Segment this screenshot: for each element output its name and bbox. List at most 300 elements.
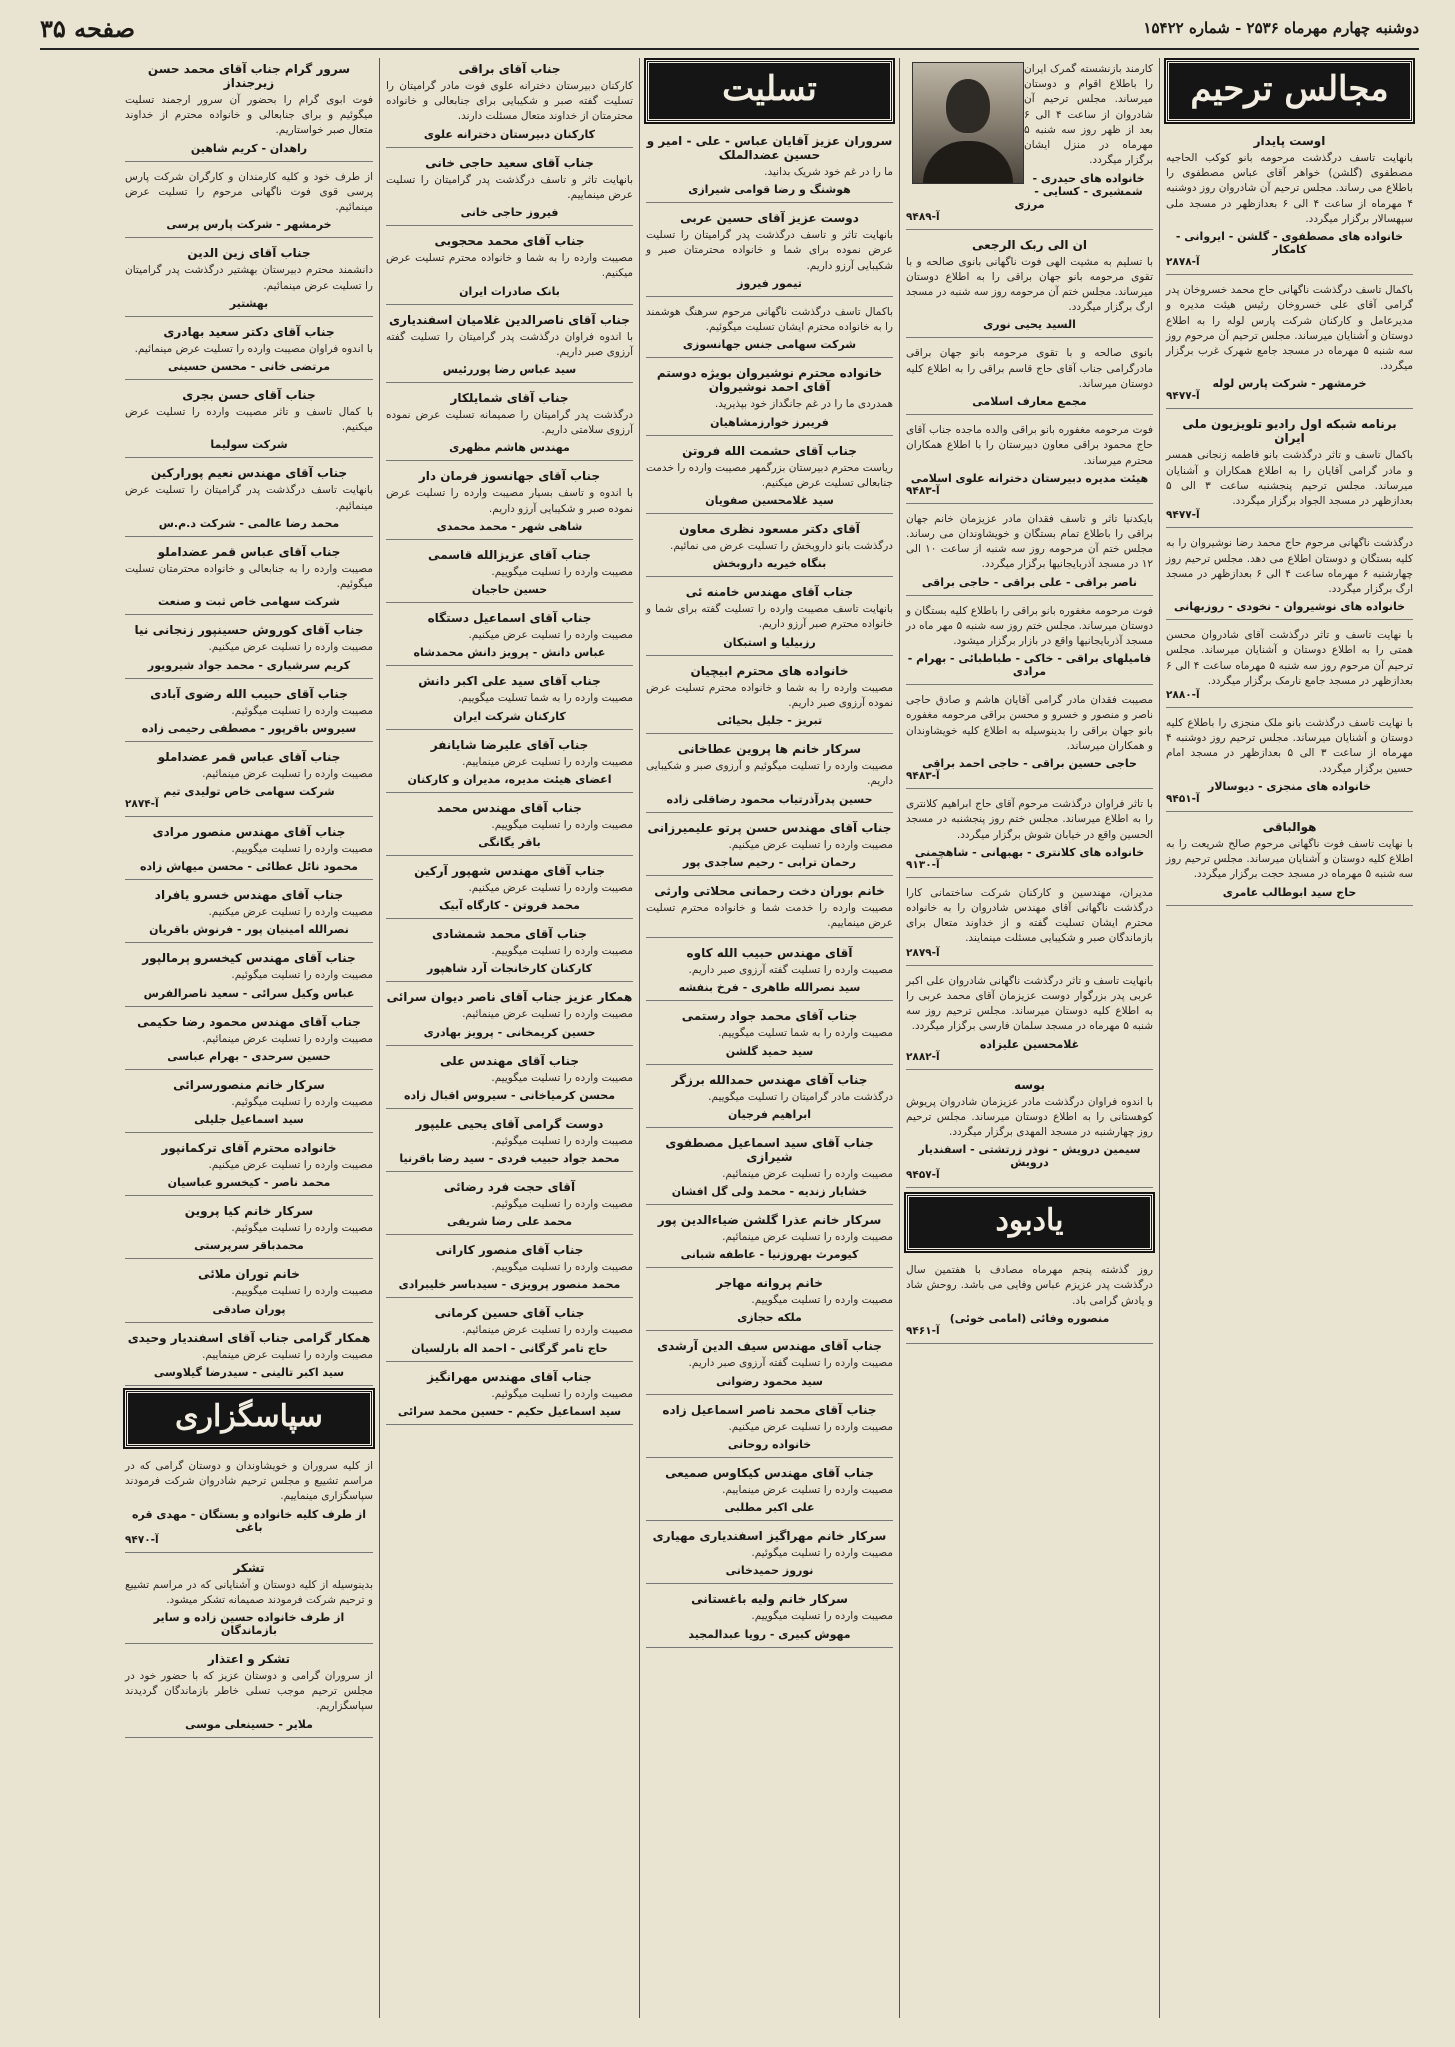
notice-signature: خرمشهر - شرکت پارس لوله	[1212, 377, 1367, 391]
notice-title: آقای دکتر مسعود نظری معاون	[679, 521, 860, 536]
notice	[125, 947, 373, 1006]
notice-title: تشکر و اعتذار	[207, 1652, 291, 1666]
notice-body: مصیبت وارده را تسلیت میگوییم.	[491, 818, 633, 831]
notice	[386, 1239, 633, 1298]
notice-body: مصیبت وارده را تسلیت عرض مینمائیم.	[202, 767, 373, 780]
notice-body: مصیبت وارده را تسلیت گفته آرزوی صبر داریم.	[688, 964, 893, 977]
notice	[125, 619, 373, 678]
notice-signature: سید اکبر تالینی - سیدرضا گیلاوسی	[153, 1365, 345, 1379]
portrait-photo	[912, 62, 1024, 184]
notice-signature: محمد رضا عالمی - شرکت د.م.س	[158, 516, 340, 530]
notice-signature: سیمین درویش - نوذر زرتشتی - اسفندیار درویش	[918, 1143, 1141, 1170]
notice-body: مصیبت وارده را به شما تسلیت میگوییم.	[718, 1027, 893, 1040]
notice-title: جناب آقای کوروش حسینپور زنجانی نیا	[134, 623, 364, 638]
notice-signature: حاجی حسین براقی - حاجی احمد براقی	[922, 757, 1137, 771]
notice	[1166, 130, 1413, 275]
notice-body: مصیبت وارده را به جنابعالی و خانواده محترمتان تسلیت میگوئیم.	[125, 562, 373, 591]
notice	[125, 462, 373, 536]
notice-body: باکمال تاسف درگذشت ناگهانی مرحوم سرهنگ هوشمند را به خانواده محترم ایشان تسلیت میگوئیم.	[646, 305, 893, 334]
notice	[386, 544, 633, 603]
notice-body: با نهایت تاسف فوت ناگهانی مرحوم صالح شریعت را به اطلاع کلیه دوستان و آشنایان میرساند. مجلس ترحیم روز سه شنبه ۵ مهرماه در مسجد حجت برگزار میگردد.	[1166, 837, 1413, 881]
column-4	[379, 58, 639, 2018]
notice-body: فوت مرحومه مغفوره بانو براقی را باطلاع کلیه بستگان و دوستان میرساند. مجلس ختم روز سه شنبه ۵ مهر ماه در مسجد آذربایجانیها واقع در بازار برگزار میشود.	[906, 604, 1154, 648]
notice-code: آ-۹۴۷۷	[1166, 509, 1200, 522]
notice-body: مصیبت وارده را تسلیت گفته آرزوی صبر داریم.	[688, 1357, 893, 1370]
notice-body: روز گذشته پنجم مهرماه مصادف با هفتمین سال درگذشت پدر عزیزم عباس وفایی می باشد. روحش شاد و یادش گرامی باد.	[906, 1264, 1153, 1307]
notice-body: همدردی ما را در غم جانگداز خود بپذیرید.	[714, 398, 893, 411]
notice-title: جناب آقای جهانسوز فرمان دار	[418, 469, 601, 484]
column-3	[639, 58, 899, 2018]
notice-signature: سید اسماعیل حکیم - حسین محمد سرائی	[397, 1404, 622, 1418]
notice-body: درگذشت مادر گرامیتان را تسلیت میگوییم.	[708, 1090, 893, 1103]
notice-signature: سید اسماعیل جلیلی	[194, 1113, 304, 1127]
notice	[906, 970, 1153, 1070]
notice-title: جناب آقای منصور کارانی	[435, 1243, 584, 1258]
notice-code: آ-۹۴۷۷	[1166, 390, 1200, 403]
notice	[906, 234, 1153, 339]
notice	[386, 986, 633, 1045]
notice-signature: خانواده های حیدری - شمشیری - کسایی - مرزی	[1014, 171, 1145, 211]
notice-signature: خشایار زندیه - محمد ولی گل افشان	[671, 1185, 868, 1199]
notice	[1166, 816, 1413, 906]
notice-title: آقای مهندس حبیب الله کاوه	[686, 946, 853, 961]
notice-title: جناب آقای ناصرالدین غلامیان اسفندیاری	[389, 312, 630, 327]
notice-code: آ-۹۴۷۰	[125, 1533, 159, 1546]
notice-signature: محسن کرمیاخانی - سیروس اقبال زاده	[403, 1088, 616, 1102]
notice	[646, 660, 893, 734]
notice-body: با اندوه فراوان مصیبت وارده را تسلیت عرض مینمائیم.	[134, 342, 373, 355]
notice-signature: پوران صادقی	[212, 1302, 286, 1316]
notice-signature: فریبرز خوارزمشاهیان	[710, 415, 829, 429]
notice-signature: ابراهیم فرجیان	[727, 1107, 812, 1121]
notice-signature: فامیلهای براقی - خاکی - طباطبائی - بهرام - مرادی	[907, 652, 1152, 679]
notice-title: جناب آقای سعید حاجی خانی	[425, 155, 594, 170]
notice	[386, 1113, 633, 1172]
notice-title: سرکار خانم کیا پروین	[184, 1204, 314, 1219]
notice	[646, 301, 893, 358]
notice-body: مصیبت وارده را تسلیت میگوئیم و آرزوی صبر و شکیبایی داریم.	[646, 760, 893, 788]
notice-signature: شرکت سهامی جنس جهانسوزی	[682, 338, 857, 352]
notice	[1166, 532, 1413, 620]
notice-title: جناب آقای عباس قمر عضداملو	[157, 544, 341, 559]
notice-signature: خانواده های کلانتری - بهبهانی - شاهچمنی	[914, 845, 1145, 859]
notice	[125, 166, 373, 239]
notice-body: مصیبت وارده را تسلیت میگوئیم.	[491, 1134, 633, 1147]
notice-body: مصیبت وارده را تسلیت عرض میکنیم.	[208, 1159, 373, 1172]
notice-body: با نهایت تاسف و تاثر درگذشت آقای شادروان محسن همتی را به اطلاع دوستان و آشنایان میرساند. مجلس ترحیم آن مرحوم روز سه شنبه ۵ مهرماه ساعت ۴ الی ۶ بعدازظهر در مسجد جامع نارمک برگزار میگردد.	[1166, 629, 1413, 687]
issue-line: دوشنبه چهارم مهرماه ۲۵۳۶ - شماره ۱۵۴۲۲	[1143, 19, 1419, 37]
notice-body: مصیبت وارده را تسلیت عرض مینمائیم.	[722, 1231, 893, 1244]
notice-body: مصیبت وارده را تسلیت عرض میکنیم.	[208, 906, 373, 919]
notice-body: بایکدنیا تاثر و تاسف فقدان مادر عزیزمان خانم جهان براقی را باطلاع تمام بستگان و خویشاوندان می رساند. مجلس ختم آن مرحومه روز سه شنبه از ساعت ۱۰ الی ۱۲ در مسجد آذربایجانیها برگزار میگردد.	[906, 512, 1153, 571]
notice-body: درگذشت پدر گرامیتان را صمیمانه تسلیت عرض نموده آرزوی سلامتی داریم.	[386, 408, 633, 437]
notice-signature: محمد منصور پرویزی - سیدباسر خلیبرادی	[398, 1278, 621, 1292]
notice	[906, 793, 1153, 878]
notice-signature: حسین کریمخانی - پرویز بهادری	[423, 1025, 596, 1039]
notice	[646, 738, 893, 812]
notice-signature: بنگاه خیریه داروبخش	[712, 557, 827, 571]
notice-body: مصیبت وارده را تسلیت عرض مینمائیم.	[722, 1167, 893, 1180]
notice-signature: مهندس هاشم مظهری	[449, 441, 570, 455]
notice-title: جناب آقای محمد جواد رستمی	[681, 1009, 858, 1024]
notice	[646, 362, 893, 435]
notice-title: جناب آقای مهندس سیف الدین آرشدی	[657, 1339, 882, 1354]
notice	[386, 309, 633, 383]
notice-body: فوت مرحومه مغفوره بانو براقی والده ماجده جناب آقای حاج محمود براقی معاون دبیرستان را با اطلاع همکاران محترم میرساند.	[906, 424, 1153, 467]
notice	[646, 1005, 893, 1064]
notice	[125, 58, 373, 162]
notice-body: مصیبت وارده را تسلیت عرض مینمائیم.	[462, 1008, 633, 1021]
notice-signature: خرمشهر - شرکت پارس پرسی	[166, 218, 332, 232]
notice	[646, 1069, 893, 1128]
notice-signature: نوروز حمیدخانی	[725, 1564, 814, 1578]
notice-title: جناب آقای محمد محجوبی	[434, 234, 585, 249]
notice-title: سرکار خانم ها پروین عطاخانی	[677, 742, 862, 757]
notice	[125, 321, 373, 380]
notice-signature: حاج سید ابوطالب عامری	[1222, 885, 1357, 899]
notice-title: جناب آقای مهندس حمدالله برزگر	[671, 1072, 868, 1087]
notice-body: بانهایت تاسف و تاثر درگذشت ناگهانی شادروان علی اکبر عربی پدر بزرگوار دوست عزیزمان آقای محمد عربی را به اطلاع کلیه دوستان میرساند. مجلس ترحیم روز سه شنبه ۵ مهرماه در مسجد سلمان فارسی برگزار میگردد.	[906, 974, 1153, 1033]
notice-title: جناب آقای حبیب الله رضوی آبادی	[150, 686, 348, 701]
notice-signature: عباس دانش - پرویز دانش محمدشاه	[413, 646, 606, 660]
notice	[386, 1050, 633, 1109]
notice-signature: نصرالله امینیان پور - فرنوش باقریان	[149, 923, 349, 937]
notice-body: مصیبت وارده را تسلیت عرض میکنیم.	[468, 629, 633, 642]
notice-code: آ-۹۴۶۱	[906, 1324, 940, 1337]
notice-title: جناب آقای مهندس علی	[439, 1053, 580, 1068]
notice	[386, 230, 633, 304]
notice-signature: کیومرث بهروزنیا - عاطفه شبانی	[680, 1248, 859, 1262]
notice-title: آقای حجت فرد رضائی	[443, 1180, 576, 1195]
notice	[646, 130, 893, 203]
notice-title: دوست عزیز آقای حسین عربی	[680, 211, 859, 226]
notice-signature: تیمور فیروز	[737, 276, 802, 290]
notice-title: خانم توران ملائی	[198, 1267, 300, 1282]
notice-body: بانوی صالحه و با تقوی مرحومه بانو جهان براقی مادرگرامی جناب آقای حاج قاسم براقی را به اطلاع کلیه دوستان میرساند.	[906, 347, 1153, 390]
notice-signature: کارکنان دبیرستان دخترانه علوی	[423, 127, 596, 141]
notice-signature: خانواده های مصطفوی - گلشن - ایروانی - کامکار	[1175, 230, 1404, 257]
notice-title: جناب آقای دکتر سعید بهادری	[163, 324, 335, 339]
notice-code: آ-۲۸۷۹	[906, 946, 940, 959]
notice-title: هوالباقی	[1262, 819, 1317, 834]
notice-code: آ-۲۸۷۴	[125, 797, 159, 810]
notice-body: ریاست محترم دبیرستان بزرگمهر مصیبت وارده را خدمت جنابعالی تسلیت عرض میکنیم.	[646, 461, 893, 489]
notice-signature: حسین حاجیان	[471, 583, 548, 597]
notice-signature: خانواده روحانی	[727, 1437, 812, 1451]
notice	[386, 387, 633, 461]
notice-body: مصیبت وارده را تسلیت میگوییم.	[751, 1610, 893, 1623]
notice-code: آ-۹۴۵۷	[906, 1169, 940, 1182]
notice	[386, 1302, 633, 1361]
notice-signature: باقر یگانگی	[478, 835, 541, 849]
notice-body: بدینوسیله از کلیه دوستان و آشنایانی که در مراسم تشییع و ترحیم شرکت فرمودند صمیمانه تشکر میشود.	[125, 1578, 373, 1606]
notice-body: مصیبت وارده را تسلیت عرض مینماییم.	[202, 1348, 373, 1361]
notice-signature: سید محمود رضوانی	[716, 1374, 823, 1388]
notice-signature: شرکت سولیما	[210, 438, 288, 452]
notice-title: خانواده های محترم ابیچیان	[690, 663, 849, 678]
notice-signature: حسین سرحدی - بهرام عباسی	[167, 1049, 331, 1063]
thanks-notice	[125, 1557, 373, 1644]
running-header	[40, 8, 1419, 50]
notice	[386, 1366, 633, 1425]
notice-title: ان الی ربک الرجعی	[972, 237, 1087, 252]
notice-list	[386, 58, 633, 1425]
notice-body: بانهایت تاسف مصیبت وارده را تسلیت گفته برای شما و خانواده محترم صبر آرزو داریم.	[646, 603, 893, 631]
notice-signature: مجمع معارف اسلامی	[972, 395, 1087, 409]
notice-body: از کلیه سروران و خویشاوندان و دوستان گرامی که در مراسم تشییع و مجلس ترحیم شادروان شرکت فرمودند سپاسگزاری مینماییم.	[125, 1459, 373, 1503]
notice-title: خانواده محترم نوشیروان بویژه دوستم آقای احمد نوشیروان	[656, 366, 883, 395]
notice-signature: رزبیلیا و استبکان	[723, 635, 816, 649]
notice	[646, 440, 893, 514]
notice-body: مصیبت وارده را تسلیت میگوئیم.	[231, 1095, 373, 1108]
notice-body: با تسلیم به مشیت الهی فوت ناگهانی بانوی صالحه و با تقوی مرحومه بانو جهان براقی را به اطلاع دوستان میرساند. مجلس ختم آن مرحومه روز سه شنبه در مسجد ارگ برگزار میگردد.	[906, 255, 1153, 314]
notice-title: جناب آقای مهندس خامنه ئی	[685, 585, 854, 600]
notice-body: بانهایت تاثر و تاسف درگذشت پدر گرامیتان را تسلیت عرض نموده برای شما و خانواده محترمتان صبر و شکیبایی آرزو داریم.	[646, 229, 893, 272]
notice-signature: محمدباقر سرپرستی	[194, 1239, 304, 1253]
notice-signature: حاج تامر گرگانی - احمد اله بارلسیان	[411, 1341, 608, 1355]
notice-title: جناب آقای سید اسماعیل مصطفوی شیرازی	[665, 1135, 874, 1164]
notice	[906, 508, 1153, 596]
notice-body: مصیبت وارده را تسلیت عرض میکنیم.	[728, 1420, 893, 1433]
notice-title: جناب آقای مهندس محمود رضا حکیمی	[137, 1014, 361, 1029]
notice-signature: سید غلامحسین صفویان	[705, 493, 834, 507]
notice	[386, 152, 633, 226]
notice-title: جناب آقای عباس قمر عضداملو	[157, 749, 341, 764]
gratitude-notice	[125, 1455, 373, 1553]
notice-signature: بهشتیر	[229, 296, 269, 310]
notice-title: جناب آقای شمایلکار	[450, 390, 569, 405]
notice-signature: از طرف کلیه خانواده و بستگان - مهدی قره باغی	[132, 1507, 366, 1534]
portrait-head	[946, 79, 990, 133]
notice-title: بوسه	[1013, 1077, 1046, 1092]
notice-body: مصیبت وارده را به شما و خانواده محترم تسلیت عرض نموده آرزوی صبر داریم.	[646, 681, 893, 709]
banner-memorial: یادبود	[906, 1194, 1153, 1251]
notice	[386, 1176, 633, 1235]
notice-body: باکمال تاسف درگذشت ناگهانی حاج محمد خسروخان پدر گرامی آقای علی خسروخان رئیس هیئت مدیره و مدیرعامل و کارکنان شرکت پارس لوله را به اطلاع دوستان و آشنایان میرساند. مجلس ترحیم آن مرحوم روز سه شنبه ۵ مهرماه در مسجد جامع شهرک غرب برگزار میگردد.	[1166, 284, 1413, 373]
notice-signature: خانواده های نوشیروان - نخودی - روزبهانی	[1173, 600, 1406, 614]
notice-body: مصیبت وارده را به شما تسلیت میگوییم.	[458, 692, 633, 705]
notice	[386, 670, 633, 729]
notice-signature: محمد ناصر - کیخسرو عباسیان	[167, 1176, 331, 1190]
notice-body: مدیران، مهندسین و کارکنان شرکت ساختمانی کارا درگذشت ناگهانی آقای مهندس شادروان را به خانواده محترم ایشان تسلیت گفته و از خداوند متعال برای بازماندگان صبر و شکیبایی مسئلت مینمایند.	[906, 886, 1153, 945]
notice	[646, 581, 893, 655]
notice	[646, 1272, 893, 1331]
notice-body: مصیبت وارده را تسلیت عرض میکنیم.	[468, 881, 633, 894]
notice	[906, 342, 1153, 415]
notice-title: خانم پروانه مهاجر	[716, 1276, 823, 1291]
notice-title: جناب آقای مهندس حسن پرتو علیمیرزانی	[647, 820, 892, 835]
notice	[646, 880, 893, 938]
notice-signature: ملایر - حسینعلی موسی	[185, 1717, 313, 1731]
notice	[906, 882, 1153, 966]
notice	[125, 242, 373, 316]
notice-signature: محمود نائل عطائی - محسن میهاش زاده	[140, 860, 358, 874]
notice-title: همکار گرامی جناب آقای اسفندیار وحیدی	[127, 1330, 371, 1345]
notice-title: جناب آقای اسماعیل دستگاه	[427, 611, 592, 626]
notice-signature: سیروس باقرپور - مصطفی رحیمی زاده	[141, 721, 357, 735]
page-number: صفحه ۳۵	[40, 13, 136, 43]
notice-signature: عباس وکیل سرائی - سعید ناصرالفرس	[143, 986, 355, 1000]
notice-signature: محمد علی رضا شریفی	[446, 1215, 573, 1229]
notice-body: مصیبت وارده را به شما و خانواده محترم تسلیت عرض میکنیم.	[386, 252, 633, 280]
notice-title: جناب آقای محمد ناصر اسماعیل زاده	[662, 1402, 877, 1417]
notice-title: سرکار خانم منصورسرائی	[173, 1077, 325, 1092]
notice-body: از طرف خود و کلیه کارمندان و کارگران شرکت پارس پرسی قوی فوت ناگهانی مرحوم را تسلیت عرض مینمائیم.	[125, 170, 373, 214]
notice-body: بانهایت تاثر و تاسف درگذشت پدر گرامیتان را تسلیت عرض مینماییم.	[386, 173, 633, 201]
notice-title: جناب آقای حسن بجری	[182, 387, 316, 402]
notice	[125, 821, 373, 880]
notice-title: جناب آقای مهندس کیکاوس صمیعی	[665, 1465, 874, 1480]
notice-title: جناب آقای عزیزالله قاسمی	[428, 547, 591, 562]
notice	[646, 1399, 893, 1458]
notice-title: سرکار خانم مهراگیز اسفندیاری مهیاری	[652, 1529, 887, 1544]
notice-body: مصیبت وارده را تسلیت میگوییم.	[751, 1294, 893, 1307]
notice-body: مصیبت وارده را تسلیت عرض مینماییم.	[722, 1483, 893, 1496]
notice-signature: محمد جواد حبیب فردی - سید رضا باقرنیا	[399, 1152, 620, 1166]
column-2	[899, 58, 1159, 2018]
notice-body: بانهایت تاسف درگذشت مرحومه بانو کوکب الحاجیه مصطفوی (گلشن) خواهر آقای عباس مصطفوی را باطلاع می رساند. مجلس ترحیم آن شادروان روز دوشنبه ۴ مهرماه از ساعت ۴ الی ۶ بعدازظهر در مسجد ملی سپهسالار برگزار میگردد.	[1166, 152, 1413, 225]
notice-body: بانهایت تاسف درگذشت پدر گرامیتان را تسلیت عرض مینمائیم.	[125, 484, 373, 512]
notice	[386, 734, 633, 793]
notice-signature: کارکنان کارخانجات آرد شاهپور	[427, 962, 592, 976]
notice	[906, 600, 1153, 686]
notice	[125, 746, 373, 817]
notice-body: درگذشت بانو داروبخش را تسلیت عرض می نمائیم.	[670, 539, 893, 552]
notice-body: فوت ابوی گرام را بحضور آن سرور ارجمند تسلیت میگوئیم و برای جنابعالی و خانواده محترم از خداوند متعال صبر خواستاریم.	[125, 94, 373, 137]
notice	[386, 797, 633, 856]
notice-body: مصیبت وارده را تسلیت میگوئیم.	[491, 1198, 633, 1211]
notice-body: با تاثر فراوان درگذشت مرحوم آقای حاج ابراهیم کلانتری را به اطلاع میرساند. مجلس ختم روز پنجشنبه در مسجد الحسین واقع در خیابان شوش برگزار میگردد.	[906, 798, 1153, 841]
banner-gratitude: سپاسگزاری	[125, 1390, 373, 1447]
notice-signature: مهوش کبیری - رویا عبدالمجید	[688, 1627, 851, 1641]
notice	[646, 518, 893, 577]
notice-title: جناب آقای مهندس نعیم پورارکین	[150, 466, 348, 481]
notice-body: با اندوه فراوان درگذشت مادر عزیزمان شادروان پریوش کوهستانی را به اطلاع دوستان میرساند. مجلس ترحیم روز چهارشنبه در مسجد المهدی برگزار میگردد.	[906, 1095, 1153, 1138]
notice-body: مصیبت وارده را تسلیت میگوئیم.	[751, 1547, 893, 1560]
notice-title: برنامه شبکه اول رادیو تلویزیون ملی ایران	[1182, 417, 1397, 446]
notice-signature: ناصر براقی - علی براقی - حاجی براقی	[921, 575, 1138, 589]
notice-list	[1166, 130, 1413, 906]
notice-title: اوست پایدار	[1253, 134, 1326, 148]
notice-signature: غلامحسین علیزاده	[979, 1037, 1080, 1051]
notice-body: مصیبت وارده را تسلیت میگوییم.	[231, 1285, 373, 1298]
notice-signature: منصوره وفائی (امامی خوئی)	[949, 1311, 1110, 1325]
notice-signature: شرکت سهامی خاص ثبت و صنعت	[158, 595, 340, 609]
notice-signature: سید حمید گلشن	[725, 1044, 814, 1058]
notice	[125, 541, 373, 615]
notice	[906, 419, 1153, 504]
notice-body: دانشمند محترم دبیرستان بهشتیر درگذشت پدر گرامیتان را تسلیت عرض مینمائیم.	[125, 264, 373, 292]
notice-body: مصیبت وارده را تسلیت میگوییم.	[491, 1261, 633, 1274]
notice-title: جناب آقای حشمت الله فروتن	[682, 443, 857, 458]
notice-signature: کارکنان شرکت ایران	[453, 709, 566, 723]
notice-body: مصیبت وارده را تسلیت عرض میکنیم.	[728, 838, 893, 851]
notice-signature: السید یحیی نوری	[983, 318, 1076, 332]
notice-title: جناب آقای مهندس محمد	[437, 800, 582, 815]
notice-title: خانم بوران دخت رحمانی محلاتی وارثی	[654, 883, 885, 898]
notice-signature: فیروز حاجی خانی	[460, 206, 559, 220]
notice-body: با کمال تاسف و تاثر مصیبت وارده را تسلیت عرض میکنیم.	[125, 405, 373, 434]
notice-signature: تبریز - جلیل بحیائی	[716, 714, 823, 728]
notice-body: مصیبت وارده را تسلیت میگوییم.	[231, 842, 373, 855]
notice	[386, 607, 633, 666]
notice-code: آ-۹۴۸۹	[906, 210, 940, 223]
notice-body: مصیبت وارده را تسلیت میگوییم.	[491, 565, 633, 578]
notice-signature: سید نصرالله طاهری - فرخ بنفشه	[678, 981, 861, 995]
notice-signature: مرتضی خانی - محسن حسینی	[167, 359, 330, 373]
notice-body: کارمند بازنشسته گمرک ایران را باطلاع اقوام و دوستان میرساند. مجلس ترحیم آن شادروان از ساعت ۴ الی ۶ بعد از ظهر روز سه شنبه ۵ مهرماه در منزل ایشان برگزار میگردد.	[1024, 63, 1153, 167]
notice-code: آ-۲۸۸۰	[1166, 689, 1200, 702]
notice	[1166, 413, 1413, 528]
notice	[125, 384, 373, 458]
portrait-shoulders	[923, 141, 1013, 183]
notice-body: ما را در غم خود شریک بدانید.	[764, 166, 893, 178]
notice-title: جناب آقای مهندس کیخسرو پرمالپور	[142, 951, 356, 966]
notice	[906, 689, 1153, 789]
thanks-notice	[125, 1648, 373, 1738]
notice-title: تشکر	[233, 1560, 265, 1575]
notice-body: درگذشت ناگهانی مرحوم حاج محمد رضا نوشیروان را به کلیه بستگان و دوستان اطلاع می دهد. مجلس ترحیم روز چهارشنبه ۶ مهرماه ساعت ۴ الی ۶ بعدازظهر در مسجد ارگ برگزار میگردد.	[1166, 537, 1414, 595]
notice-signature: رحمان ترابی - رحیم ساجدی پور	[683, 855, 856, 869]
notice-body: مصیبت فقدان مادر گرامی آقایان هاشم و صادق حاجی ناصر و منصور و خسرو و محسن براقی مرحومه مغفوره بانو جهان براقی را بدینوسیله به اطلاع کلیه خویشاوندان و همکاران میرساند.	[906, 694, 1153, 752]
notice	[646, 1525, 893, 1584]
notice-body: مصیبت وارده را تسلیت میگوئیم.	[231, 704, 373, 717]
notice-title: جناب آقای علیرضا شایانفر	[430, 737, 589, 752]
notice-signature: بانک صادرات ایران	[459, 284, 560, 298]
column-5	[119, 58, 379, 2018]
notice-title: جناب آقای مهندس منصور مرادی	[152, 824, 346, 839]
notice-body: مصیبت وارده را تسلیت عرض مینمائیم.	[202, 1032, 373, 1045]
notice-body: مصیبت وارده را تسلیت میگوییم.	[491, 945, 633, 958]
notice-code: آ-۹۴۵۱	[1166, 792, 1200, 805]
notice	[906, 1074, 1153, 1189]
notice-signature: اعضای هیئت مدیره، مدیران و کارکنان	[407, 772, 612, 786]
notice	[646, 817, 893, 876]
notice-list	[906, 58, 1153, 1188]
notice	[646, 1335, 893, 1394]
notice	[646, 942, 893, 1001]
notice-signature: راهدان - کریم شاهین	[190, 141, 308, 155]
notice-body: با نهایت تاسف درگذشت بانو ملک منجزی را باطلاع کلیه دوستان و آشنایان میرساند. مجلس ترحیم روز دوشنبه ۴ مهرماه از ساعت ۳ الی ۵ بعدازظهر در مسجد امام حسین برگزار میگردد.	[1166, 717, 1413, 775]
columns	[40, 58, 1419, 2018]
notice-signature: علی اکبر مطلبی	[724, 1501, 815, 1515]
notice-title: جناب آقای حسین کرمانی	[434, 1306, 585, 1321]
notice-code: آ-۹۱۳۰	[906, 858, 940, 871]
notice	[386, 58, 633, 148]
notice	[1166, 712, 1413, 812]
notice-body: مصیبت وارده را خدمت شما و خانواده محترم تسلیت عرض مینماییم.	[646, 901, 893, 929]
notice-body: مصیبت وارده را تسلیت میگوئیم.	[231, 1222, 373, 1235]
notice-title: جناب آقای مهندس خسرو یافراد	[154, 888, 344, 903]
notice-signature: کریم سرشیاری - محمد جواد شیرویور	[147, 658, 351, 672]
notice-title: جناب آقای مهندس شهپور آرکین	[414, 863, 605, 878]
notice-signature: محمد فروتن - کارگاه آبیک	[439, 899, 580, 913]
notice-body: مصیبت وارده را تسلیت میگوئیم.	[231, 969, 373, 982]
notice-signature: هیئت مدیره دبیرستان دخترانه علوی اسلامی	[910, 471, 1149, 485]
notice-title: دوست گرامی آقای یحیی علیپور	[415, 1116, 604, 1131]
notice-signature: ملکه حجازی	[737, 1311, 802, 1325]
notice-body: با اندوه فراوان درگذشت پدر گرامیتان را تسلیت گفته آرزوی صبر داریم.	[386, 330, 633, 358]
notice-list	[125, 58, 373, 1386]
notice	[646, 1462, 893, 1521]
notice-list	[646, 130, 893, 1648]
notice-code: آ-۹۴۸۳	[906, 770, 940, 783]
notice-title: خانواده محترم آقای ترکمانپور	[161, 1141, 337, 1156]
notice-signature: هوشنگ و رضا قوامی شیرازی	[688, 183, 851, 197]
notice	[646, 1588, 893, 1647]
notice-body: مصیبت وارده را تسلیت میگوییم.	[491, 1071, 633, 1084]
notice-body: مصیبت وارده را تسلیت عرض مینماییم.	[462, 755, 633, 768]
